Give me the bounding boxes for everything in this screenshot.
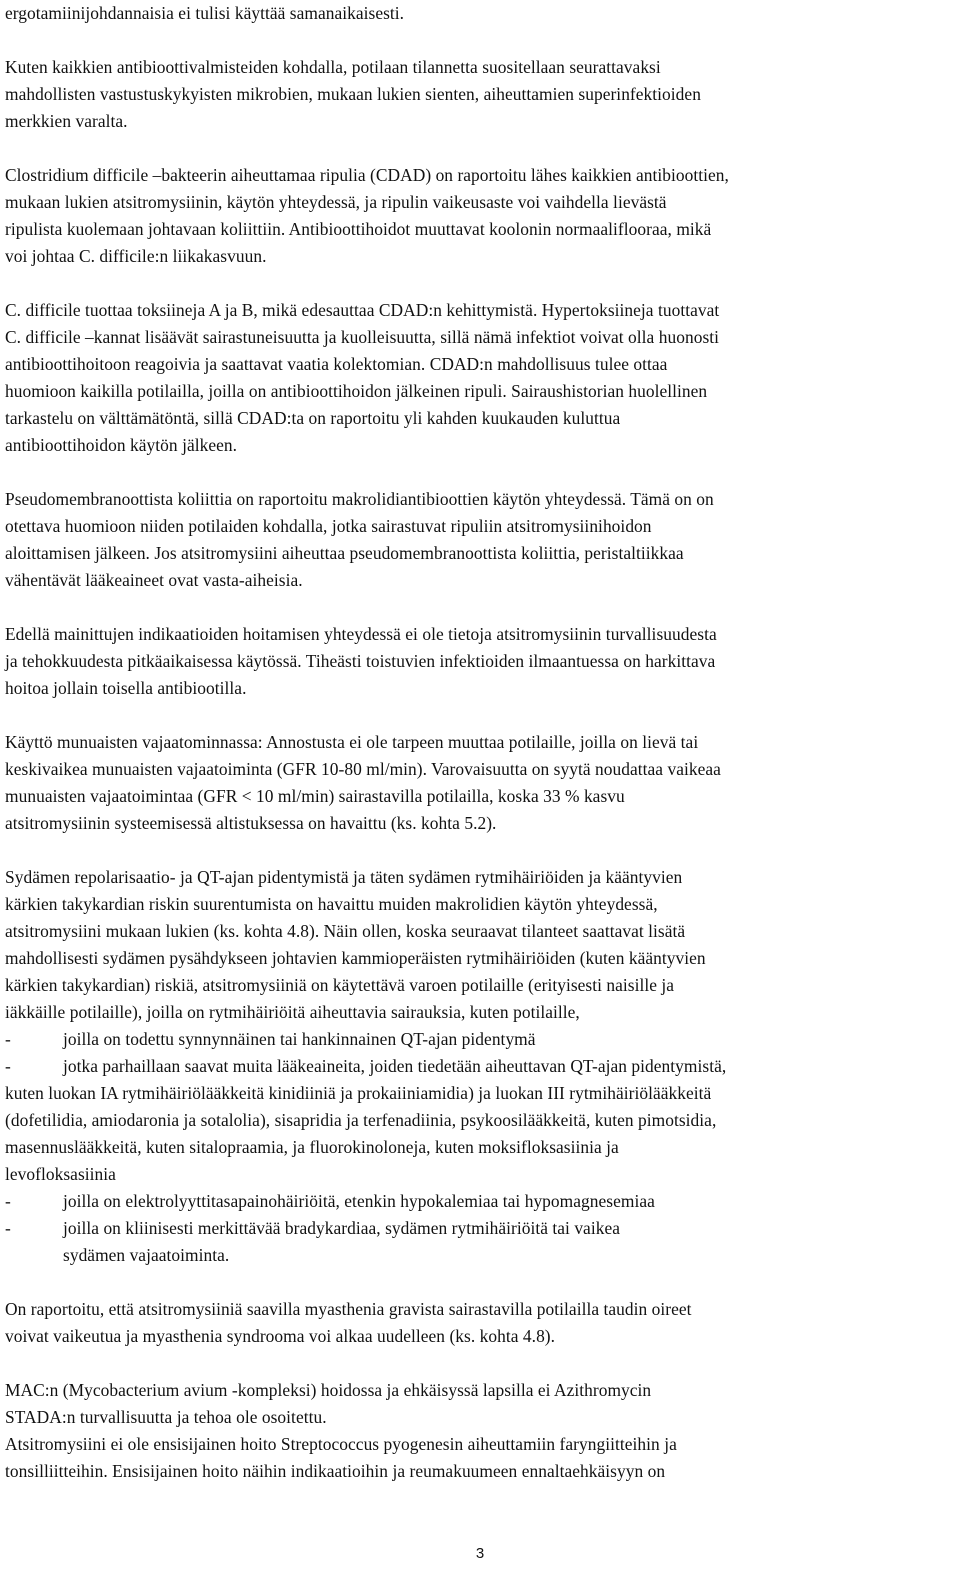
list-item-text: joilla on elektrolyyttitasapainohäiriöitä, etenkin hypokalemiaa tai hypomagnesemiaa (63, 1191, 655, 1211)
paragraph-pseudomembranous-colitis (5, 486, 955, 594)
paragraph-toxins (5, 297, 955, 459)
text-line: kärkien takykardian) riskiä, atsitromysiiniä on käytettävä varoen potilaille (erityisesti naisille ja (5, 975, 675, 995)
text-line: C. difficile –kannat lisäävät sairastuneisuutta ja kuolleisuutta, sillä nämä infektiot voivat olla huonosti (5, 327, 720, 347)
text-line: Sydämen repolarisaatio- ja QT-ajan pidentymistä ja täten sydämen rytmihäiriöiden ja kääntyvien (5, 867, 683, 887)
text-line: mahdollisesti sydämen pysähdykseen johtavien kammioperäisten rytmihäiriöiden (kuten kääntyvien (5, 948, 706, 968)
list-dash: - (5, 1056, 11, 1076)
text-line: atsitromysiinin systeemisessä altistuksessa on havaittu (ks. kohta 5.2). (5, 813, 497, 833)
text-line: MAC:n (Mycobacterium avium -kompleksi) hoidossa ja ehkäisyssä lapsilla ei Azithromycin (5, 1380, 652, 1400)
text-line: hoitoa jollain toisella antibiootilla. (5, 678, 247, 698)
text-line: ja tehokkuudesta pitkäaikaisessa käytössä. Tiheästi toistuvien infektioiden ilmaantuessa on harkittava (5, 651, 716, 671)
text-line: munuaisten vajaatoimintaa (GFR < 10 ml/min) sairastavilla potilailla, koska 33 % kasvu (5, 786, 625, 806)
text-line: tonsilliitteihin. Ensisijainen hoito näihin indikaatioihin ja reumakuumeen ennaltaehkäisyyn on (5, 1461, 666, 1481)
text-line: iäkkäille potilaille), joilla on rytmihäiriöitä aiheuttavia sairauksia, kuten potilaille, (5, 1002, 580, 1022)
list-dash: - (5, 1218, 11, 1238)
list-dash: - (5, 1029, 11, 1049)
text-line: ripulista kuolemaan johtavaan koliittiin. Antibioottihoidot muuttavat koolonin normaaliflooraa, mikä (5, 219, 712, 239)
list-item (5, 1053, 955, 1188)
text-line: C. difficile tuottaa toksiineja A ja B, mikä edesauttaa CDAD:n kehittymistä. Hypertoksiineja tuottavat (5, 300, 720, 320)
text-line: mukaan lukien atsitromysiinin, käytön yhteydessä, ja ripulin vaikeusaste voi vaihdella lievästä (5, 192, 667, 212)
text-line: otettava huomioon niiden potilaiden kohdalla, jotka sairastuvat ripuliin atsitromysiinihoidon (5, 516, 652, 536)
document-page (5, 0, 955, 1485)
paragraph-long-term-safety (5, 621, 955, 702)
text-line: mahdollisten vastustuskykyisten mikrobien, mukaan lukien sienten, aiheuttamien superinfektioiden (5, 84, 701, 104)
paragraph-ergotamine (5, 0, 955, 27)
list-dash: - (5, 1191, 11, 1211)
text-line: antibioottihoidon käytön jälkeen. (5, 435, 238, 455)
text-line: keskivaikea munuaisten vajaatoiminta (GFR 10-80 ml/min). Varovaisuutta on syytä noudattaa vaikeaa (5, 759, 721, 779)
list-item (5, 1026, 955, 1053)
list-item-text: levofloksasiinia (5, 1164, 116, 1184)
text-line: merkkien varalta. (5, 111, 128, 131)
text-line: ergotamiinijohdannaisia ei tulisi käyttää samanaikaisesti. (5, 3, 405, 23)
paragraph-myasthenia-gravis (5, 1296, 955, 1350)
text-line: Käyttö munuaisten vajaatominnassa: Annostusta ei ole tarpeen muuttaa potilaille, joilla on lievä tai (5, 732, 699, 752)
text-line: tarkastelu on välttämätöntä, sillä CDAD:ta on raportoitu yli kahden kuukauden kuluttua (5, 408, 621, 428)
list-item (5, 1188, 955, 1215)
text-line: voi johtaa C. difficile:n liikakasvuun. (5, 246, 267, 266)
paragraph-cdad (5, 162, 955, 270)
list-item (5, 1215, 955, 1269)
list-item-text: masennuslääkkeitä, kuten sitalopraamia, ja fluorokinoloneja, kuten moksifloksasiinia ja (5, 1137, 619, 1157)
paragraph-renal-impairment (5, 729, 955, 837)
list-item-text: sydämen vajaatoiminta. (63, 1245, 230, 1265)
list-item-text: kuten luokan IA rytmihäiriölääkkeitä kinidiiniä ja prokaiiniamidia) ja luokan III rytmihäiriölääkkeitä (5, 1083, 712, 1103)
text-line: STADA:n turvallisuutta ja tehoa ole osoitettu. (5, 1407, 327, 1427)
paragraph-qt-prolongation (5, 864, 955, 1269)
paragraph-mac-streptococcus (5, 1377, 955, 1485)
text-line: atsitromysiini mukaan lukien (ks. kohta 4.8). Näin ollen, koska seuraavat tilanteet saattavat lisätä (5, 921, 686, 941)
text-line: aloittamisen jälkeen. Jos atsitromysiini aiheuttaa pseudomembranoottista koliittia, peristaltiikkaa (5, 543, 684, 563)
paragraph-superinfection (5, 54, 955, 135)
text-line: Atsitromysiini ei ole ensisijainen hoito Streptococcus pyogenesin aiheuttamiin faryngiitteihin ja (5, 1434, 677, 1454)
list-item-text: joilla on kliinisesti merkittävää bradykardiaa, sydämen rytmihäiriöitä tai vaikea (63, 1218, 620, 1238)
text-line: On raportoitu, että atsitromysiiniä saavilla myasthenia gravista sairastavilla potilailla taudin oireet (5, 1299, 692, 1319)
text-line: antibioottihoitoon reagoivia ja saattavat vaatia kolektomian. CDAD:n mahdollisuus tulee ottaa (5, 354, 668, 374)
text-line: huomioon kaikilla potilailla, joilla on antibioottihoidon jälkeinen ripuli. Sairaushistorian huolellinen (5, 381, 708, 401)
text-line: Edellä mainittujen indikaatioiden hoitamisen yhteydessä ei ole tietoja atsitromysiinin turvallisuudesta (5, 624, 717, 644)
list-item-text: (dofetilidia, amiodaronia ja sotalolia), sisapridia ja terfenadiinia, psykoosilääkkeitä, kuten pimotsidia, (5, 1110, 717, 1130)
text-line: kärkien takykardian riskin suurentumista on havaittu muiden makrolidien käytön yhteydessä, (5, 894, 658, 914)
text-line: Pseudomembranoottista koliittia on raportoitu makrolidiantibioottien käytön yhteydessä. Tämä on on (5, 489, 714, 509)
text-line: Clostridium difficile –bakteerin aiheuttamaa ripulia (CDAD) on raportoitu lähes kaikkien antibioottien, (5, 165, 729, 185)
text-line: Kuten kaikkien antibioottivalmisteiden kohdalla, potilaan tilannetta suositellaan seurattavaksi (5, 57, 661, 77)
text-line: voivat vaikeutua ja myasthenia syndrooma voi alkaa uudelleen (ks. kohta 4.8). (5, 1326, 556, 1346)
page-number: 3 (475, 1545, 485, 1562)
list-item-text: jotka parhaillaan saavat muita lääkeaineita, joiden tiedetään aiheuttavan QT-ajan pidentymistä, (63, 1056, 727, 1076)
list-item-text: joilla on todettu synnynnäinen tai hankinnainen QT-ajan pidentymä (63, 1029, 536, 1049)
text-line: vähentävät lääkeaineet ovat vasta-aiheisia. (5, 570, 303, 590)
